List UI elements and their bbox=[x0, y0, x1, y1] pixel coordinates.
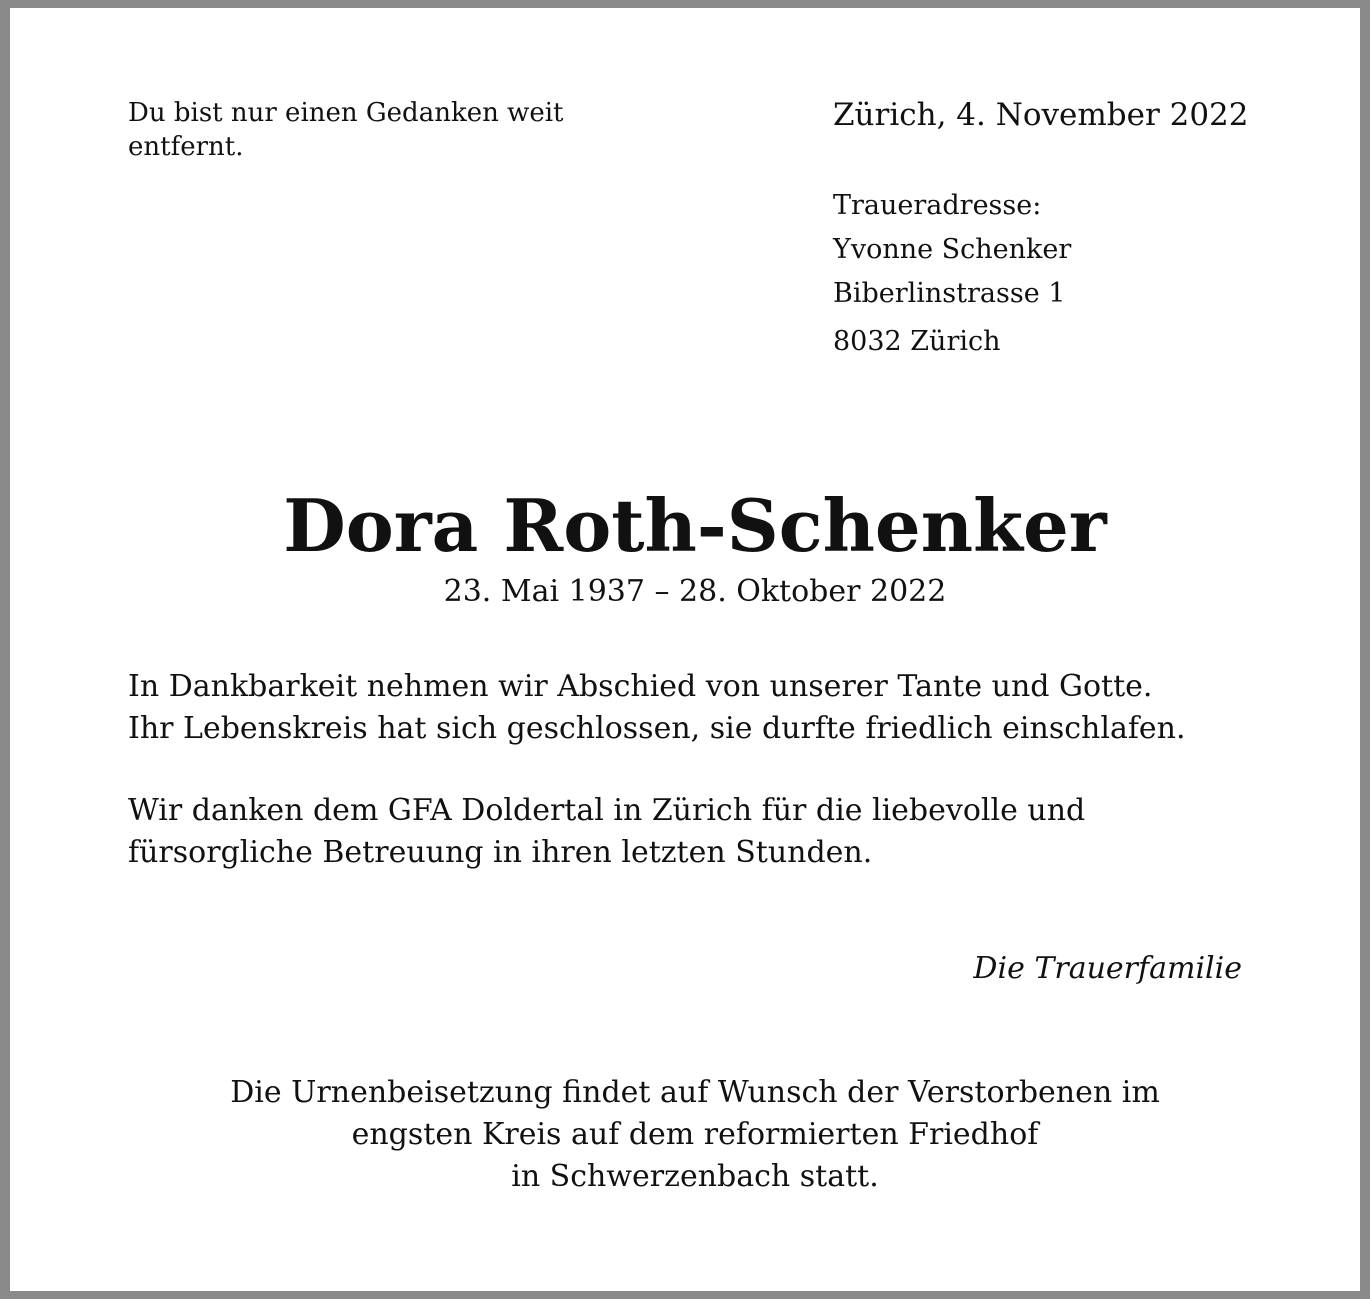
deceased-name: Dora Roth-Schenker bbox=[283, 483, 1107, 568]
farewell-paragraph bbox=[128, 666, 1262, 750]
burial-line: in Schwerzenbach statt. bbox=[511, 1159, 879, 1194]
burial-line: engsten Kreis auf dem reformierten Friedhof bbox=[351, 1117, 1039, 1152]
address-name: Yvonne Schenker bbox=[833, 234, 1072, 265]
motto-text: Du bist nur einen Gedanken weit entfernt. bbox=[128, 98, 564, 162]
burial-notice bbox=[10, 1072, 1370, 1198]
address-street: Biberlinstrasse 1 bbox=[833, 278, 1066, 309]
place-date: Zürich, 4. November 2022 bbox=[833, 97, 1249, 133]
mourning-address bbox=[833, 184, 1071, 364]
life-dates: 23. Mai 1937 – 28. Oktober 2022 bbox=[443, 574, 947, 609]
thanks-line: fürsorgliche Betreuung in ihren letzten Stunden. bbox=[128, 835, 873, 870]
thanks-paragraph bbox=[128, 790, 1262, 874]
farewell-line: Ihr Lebenskreis hat sich geschlossen, sie durfte friedlich einschlafen. bbox=[128, 711, 1186, 746]
farewell-line: In Dankbarkeit nehmen wir Abschied von unserer Tante und Gotte. bbox=[128, 669, 1153, 704]
address-city: 8032 Zürich bbox=[833, 326, 1001, 357]
thanks-line: Wir danken dem GFA Doldertal in Zürich für die liebevolle und bbox=[128, 793, 1086, 828]
burial-line: Die Urnenbeisetzung findet auf Wunsch der Verstorbenen im bbox=[230, 1075, 1160, 1110]
signature: Die Trauerfamilie bbox=[973, 951, 1242, 986]
address-label: Traueradresse: bbox=[833, 190, 1042, 221]
